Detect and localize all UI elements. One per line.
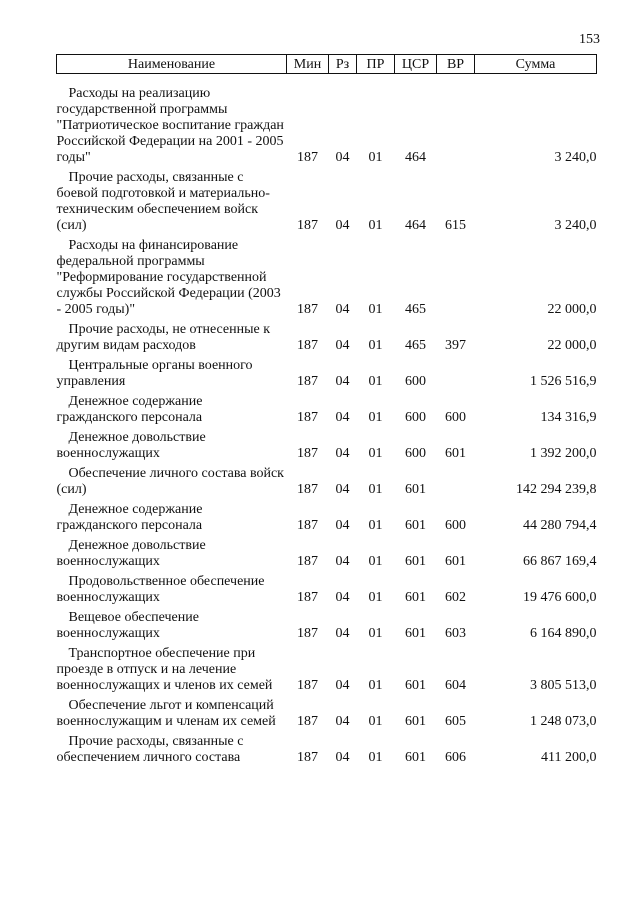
cell-csr: 465 — [405, 338, 426, 353]
cell-csr: 601 — [405, 590, 426, 605]
cell-csr: 601 — [405, 554, 426, 569]
cell-sum: 19 476 600,0 — [523, 590, 597, 605]
table-body — [57, 74, 597, 767]
row-label: Обеспечение личного состава войск (сил) — [56, 466, 284, 497]
cell-vr: 397 — [445, 338, 466, 353]
cell-min: 187 — [297, 626, 318, 641]
table-row — [57, 354, 597, 390]
cell-rz: 04 — [335, 590, 350, 605]
table-row — [57, 74, 597, 167]
row-label: Денежное содержание гражданского персонала — [56, 394, 203, 425]
cell-sum: 3 805 513,0 — [530, 678, 597, 693]
table-row — [57, 234, 597, 318]
row-label: Центральные органы военного управления — [56, 358, 253, 389]
header-min: Мин — [287, 55, 329, 74]
cell-name — [57, 462, 287, 498]
cell-min: 187 — [297, 714, 318, 729]
cell-min: 187 — [297, 678, 318, 693]
cell-name — [57, 606, 287, 642]
cell-vr — [437, 234, 475, 318]
cell-pr: 01 — [368, 554, 383, 569]
cell-sum: 3 240,0 — [554, 218, 597, 233]
cell-pr: 01 — [368, 446, 383, 461]
cell-min: 187 — [297, 150, 318, 165]
row-label: Расходы на финансирование федеральной программы "Реформирование государственной службы Российской Федерации (2003 - 2005 годы)" — [56, 238, 281, 317]
row-label: Вещевое обеспечение военнослужащих — [56, 610, 199, 641]
cell-sum: 142 294 239,8 — [516, 482, 597, 497]
cell-min: 187 — [297, 374, 318, 389]
cell-pr: 01 — [368, 518, 383, 533]
cell-csr: 600 — [405, 446, 426, 461]
cell-csr: 465 — [405, 302, 426, 317]
cell-name — [57, 390, 287, 426]
table-row — [57, 318, 597, 354]
cell-sum: 1 526 516,9 — [530, 374, 597, 389]
cell-csr: 601 — [405, 750, 426, 765]
cell-sum: 1 248 073,0 — [530, 714, 597, 729]
cell-min: 187 — [297, 446, 318, 461]
cell-min: 187 — [297, 338, 318, 353]
table-row — [57, 390, 597, 426]
row-label: Денежное содержание гражданского персонала — [56, 502, 203, 533]
cell-vr: 600 — [445, 518, 466, 533]
cell-sum: 134 316,9 — [540, 410, 597, 425]
cell-csr: 601 — [405, 482, 426, 497]
cell-sum: 44 280 794,4 — [523, 518, 597, 533]
cell-pr: 01 — [368, 714, 383, 729]
cell-name — [57, 570, 287, 606]
cell-name — [57, 74, 287, 167]
cell-rz: 04 — [335, 518, 350, 533]
cell-sum: 411 200,0 — [541, 750, 597, 765]
cell-min: 187 — [297, 302, 318, 317]
cell-vr: 605 — [445, 714, 466, 729]
header-csr: ЦСР — [395, 55, 437, 74]
table-row — [57, 606, 597, 642]
header-name: Наименование — [57, 55, 287, 74]
cell-pr: 01 — [368, 338, 383, 353]
cell-pr: 01 — [368, 626, 383, 641]
cell-csr: 601 — [405, 714, 426, 729]
cell-name — [57, 354, 287, 390]
cell-rz: 04 — [335, 750, 350, 765]
cell-pr: 01 — [368, 410, 383, 425]
cell-sum: 66 867 169,4 — [523, 554, 597, 569]
cell-vr: 602 — [445, 590, 466, 605]
cell-vr — [437, 354, 475, 390]
cell-rz: 04 — [335, 218, 350, 233]
cell-vr: 601 — [445, 446, 466, 461]
cell-pr: 01 — [368, 678, 383, 693]
cell-sum: 3 240,0 — [554, 150, 597, 165]
cell-vr: 604 — [445, 678, 466, 693]
cell-min: 187 — [297, 590, 318, 605]
cell-name — [57, 498, 287, 534]
cell-min: 187 — [297, 554, 318, 569]
cell-name — [57, 534, 287, 570]
cell-min: 187 — [297, 750, 318, 765]
budget-table — [56, 54, 597, 766]
header-sum: Сумма — [475, 55, 597, 74]
cell-csr: 464 — [405, 218, 426, 233]
row-label: Продовольственное обеспечение военнослужащих — [56, 574, 265, 605]
cell-name — [57, 234, 287, 318]
header-rz: Рз — [329, 55, 357, 74]
cell-rz: 04 — [335, 150, 350, 165]
cell-name — [57, 730, 287, 766]
cell-csr: 600 — [405, 410, 426, 425]
header-vr: ВР — [437, 55, 475, 74]
cell-rz: 04 — [335, 374, 350, 389]
cell-csr: 601 — [405, 626, 426, 641]
header-pr: ПР — [357, 55, 395, 74]
cell-name — [57, 318, 287, 354]
cell-name — [57, 426, 287, 462]
cell-pr: 01 — [368, 482, 383, 497]
cell-rz: 04 — [335, 338, 350, 353]
cell-pr: 01 — [368, 218, 383, 233]
cell-pr: 01 — [368, 750, 383, 765]
cell-min: 187 — [297, 518, 318, 533]
table-row — [57, 166, 597, 234]
cell-rz: 04 — [335, 410, 350, 425]
row-label: Расходы на реализацию государственной программы "Патриотическое воспитание граждан Российской Федерации на 2001 - 2005 годы" — [56, 86, 284, 165]
cell-pr: 01 — [368, 374, 383, 389]
page-number: 153 — [579, 32, 600, 47]
cell-vr: 603 — [445, 626, 466, 641]
table-row — [57, 462, 597, 498]
cell-sum: 6 164 890,0 — [530, 626, 597, 641]
row-label: Прочие расходы, не отнесенные к другим видам расходов — [56, 322, 271, 353]
cell-rz: 04 — [335, 554, 350, 569]
cell-csr: 464 — [405, 150, 426, 165]
table-row — [57, 570, 597, 606]
cell-rz: 04 — [335, 482, 350, 497]
row-label: Прочие расходы, связанные с обеспечением личного состава — [56, 734, 244, 765]
row-label: Транспортное обеспечение при проезде в отпуск и на лечение военнослужащих и членов их семей — [56, 646, 273, 693]
row-label: Обеспечение льгот и компенсаций военнослужащим и членам их семей — [56, 698, 276, 729]
cell-min: 187 — [297, 410, 318, 425]
cell-pr: 01 — [368, 590, 383, 605]
header-row — [57, 55, 597, 74]
row-label: Прочие расходы, связанные с боевой подготовкой и материально-техническим обеспечением войск (сил) — [56, 170, 270, 233]
table-row — [57, 534, 597, 570]
table-row — [57, 694, 597, 730]
cell-name — [57, 642, 287, 694]
cell-vr — [437, 462, 475, 498]
table-header — [57, 55, 597, 74]
cell-vr: 606 — [445, 750, 466, 765]
table-row — [57, 426, 597, 462]
cell-vr: 601 — [445, 554, 466, 569]
table-row — [57, 642, 597, 694]
row-label: Денежное довольствие военнослужащих — [56, 430, 206, 461]
cell-sum: 22 000,0 — [547, 338, 597, 353]
row-label: Денежное довольствие военнослужащих — [56, 538, 206, 569]
cell-min: 187 — [297, 482, 318, 497]
cell-name — [57, 166, 287, 234]
cell-min: 187 — [297, 218, 318, 233]
cell-csr: 601 — [405, 518, 426, 533]
cell-rz: 04 — [335, 302, 350, 317]
cell-name — [57, 694, 287, 730]
cell-rz: 04 — [335, 626, 350, 641]
cell-csr: 600 — [405, 374, 426, 389]
cell-rz: 04 — [335, 446, 350, 461]
cell-pr: 01 — [368, 302, 383, 317]
table-row — [57, 498, 597, 534]
table-row — [57, 730, 597, 766]
cell-csr: 601 — [405, 678, 426, 693]
cell-vr — [437, 74, 475, 167]
cell-vr: 600 — [445, 410, 466, 425]
cell-sum: 22 000,0 — [547, 302, 597, 317]
cell-rz: 04 — [335, 714, 350, 729]
cell-rz: 04 — [335, 678, 350, 693]
cell-sum: 1 392 200,0 — [530, 446, 597, 461]
cell-pr: 01 — [368, 150, 383, 165]
cell-vr: 615 — [445, 218, 466, 233]
